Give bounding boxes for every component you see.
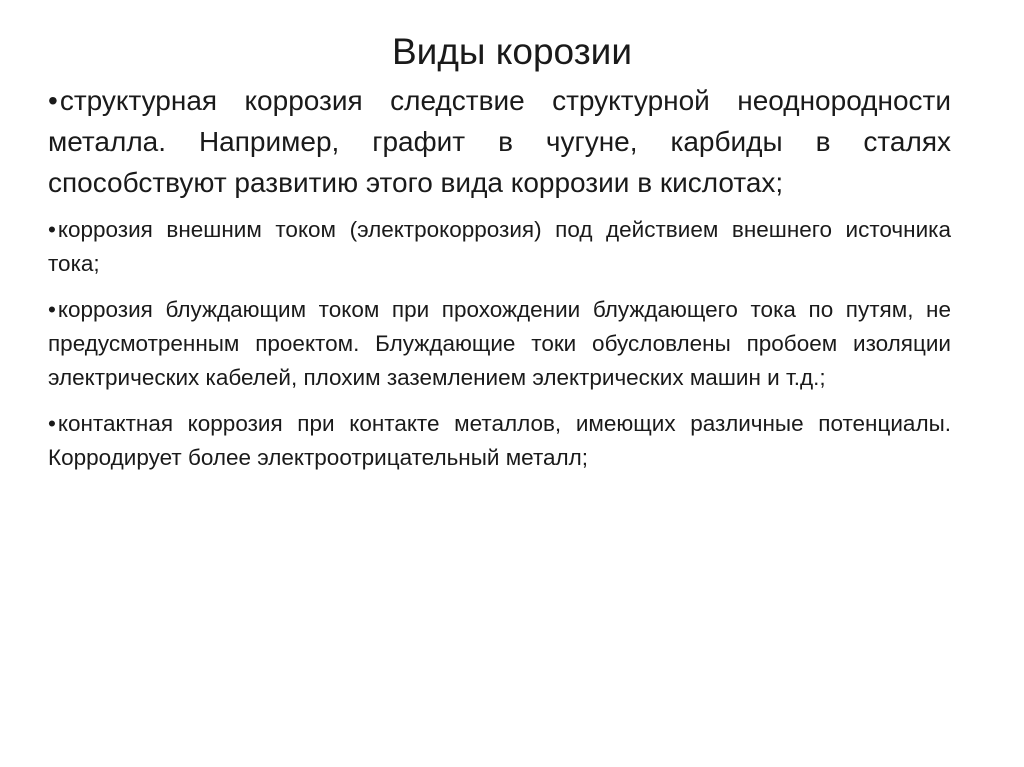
bullet-list — [48, 80, 951, 487]
bullet-text: структурная коррозия следствие структурной неоднородности металла. Например, графит в чугуне, карбиды в сталях способствуют развитию этого вида коррозии в кислотах; — [48, 85, 951, 198]
bullet-marker: • — [48, 411, 56, 436]
bullet-text: коррозия внешним током (электрокоррозия) под действием внешнего источника тока; — [48, 217, 951, 276]
bullet-item-structural-corrosion — [48, 80, 951, 203]
bullet-text: контактная коррозия при контакте металлов, имеющих различные потенциалы. Корродирует более электроотрицательный металл; — [48, 411, 951, 470]
bullet-item-contact-corrosion — [48, 407, 951, 475]
bullet-item-stray-current-corrosion — [48, 293, 951, 395]
bullet-marker: • — [48, 217, 56, 242]
bullet-text: коррозия блуждающим током при прохождении блуждающего тока по путям, не предусмотренным проектом. Блуждающие токи обусловлены пробоем изоляции электрических кабелей, плохим заземлением электрических машин и т.д.; — [48, 297, 951, 390]
bullet-marker: • — [48, 85, 58, 116]
bullet-item-external-current-corrosion — [48, 213, 951, 281]
slide-title: Виды корозии — [391, 31, 633, 72]
bullet-marker: • — [48, 297, 56, 322]
